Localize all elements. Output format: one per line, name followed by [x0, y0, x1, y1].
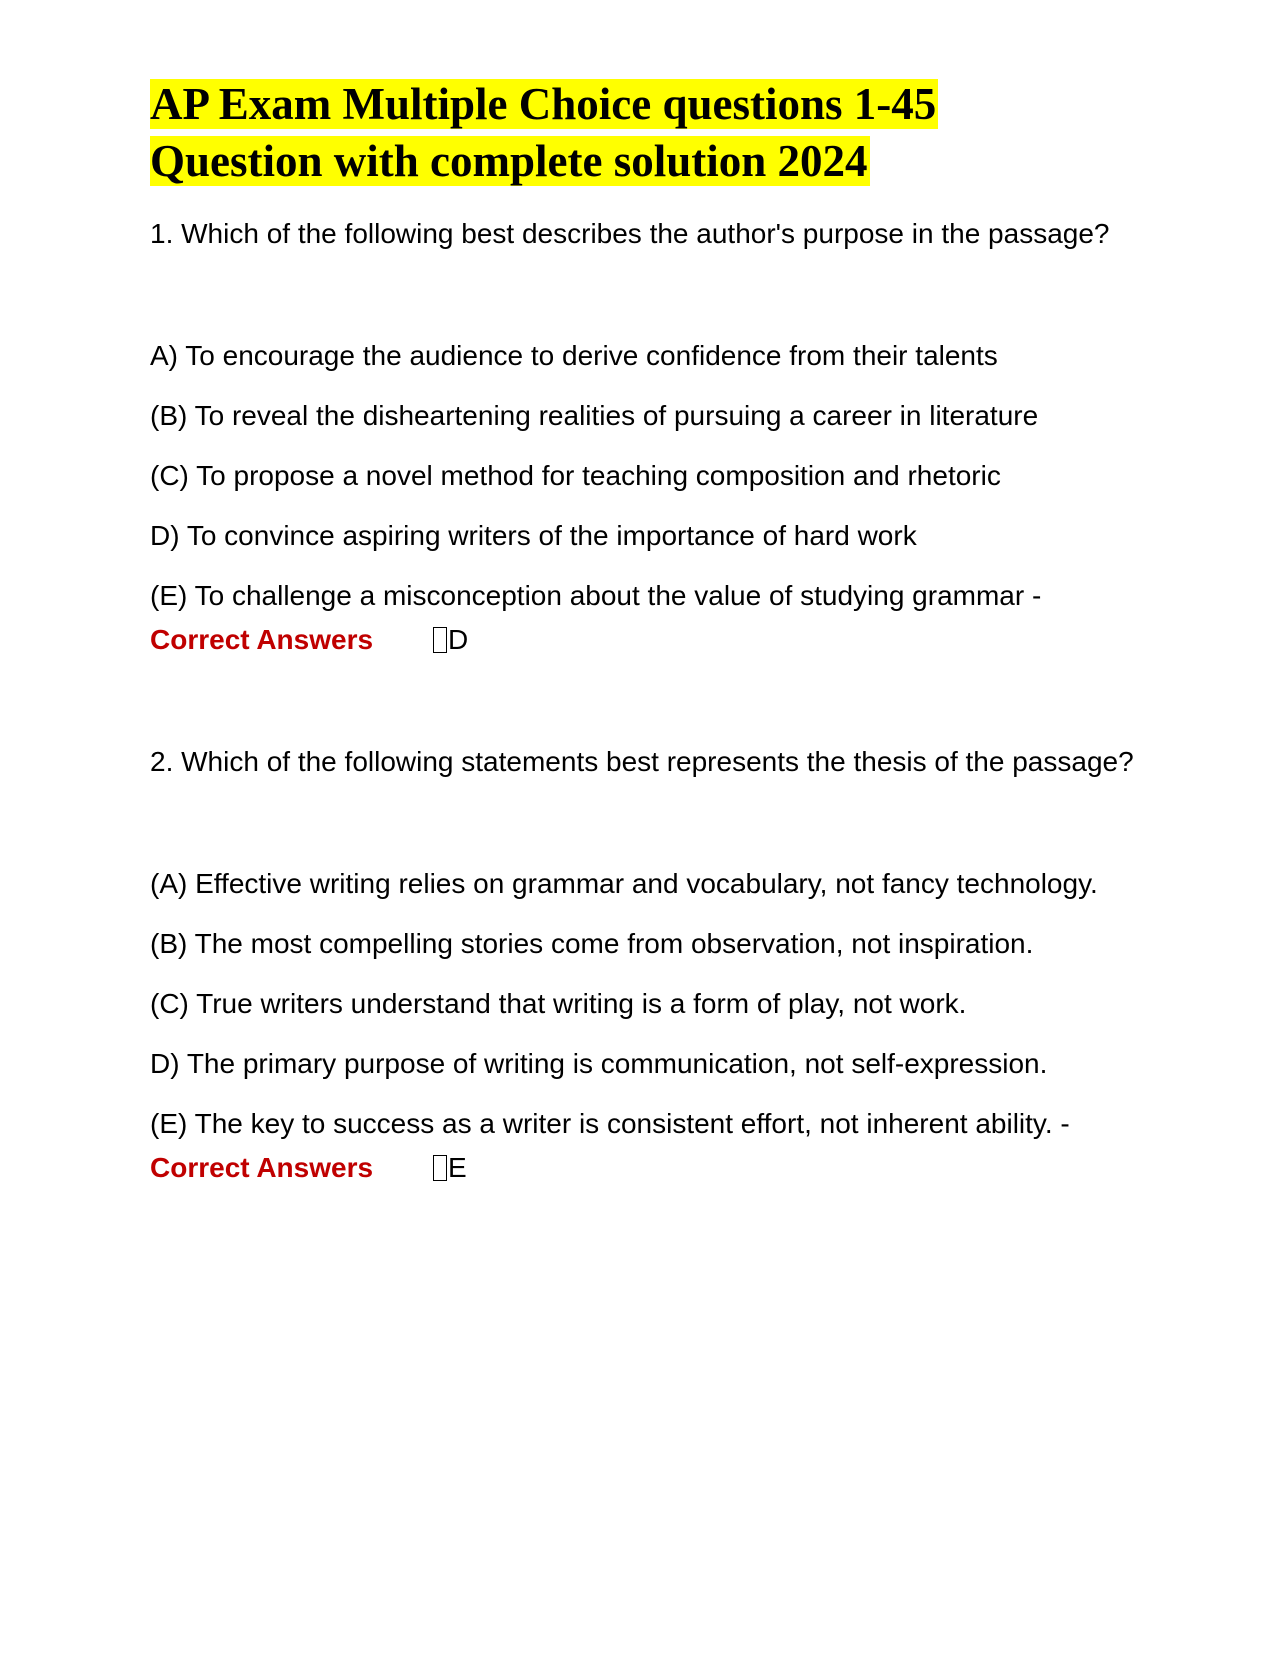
title-line-1: AP Exam Multiple Choice questions 1-45 [150, 79, 937, 129]
document-page [150, 76, 1150, 1190]
question-2-option-c: (C) True writers understand that writing is a form of play, not work. [150, 988, 967, 1019]
question-2-option-b: (B) The most compelling stories come from observation, not inspiration. [150, 928, 1034, 959]
question-1-option-d: D) To convince aspiring writers of the importance of hard work [150, 520, 917, 551]
question-2-option-e-with-answer [150, 1102, 1150, 1190]
missing-glyph-box-icon [433, 627, 447, 653]
question-1-correct-label: Correct Answers [150, 624, 374, 655]
missing-glyph-box-icon [433, 1155, 447, 1181]
question-2-stem: 2. Which of the following statements best represents the thesis of the passage? [150, 746, 1134, 777]
document-title [150, 76, 1150, 190]
question-1 [150, 212, 1150, 662]
question-2 [150, 740, 1150, 1190]
question-1-option-e: (E) To challenge a misconception about the value of studying grammar - [150, 580, 1042, 611]
question-2-option-e: (E) The key to success as a writer is consistent effort, not inherent ability. - [150, 1108, 1070, 1139]
title-line-2: Question with complete solution 2024 [150, 136, 868, 186]
spacer [150, 662, 1150, 740]
spacer [150, 256, 1150, 334]
question-1-option-c: (C) To propose a novel method for teaching composition and rhetoric [150, 460, 1001, 491]
question-1-option-e-with-answer [150, 574, 1150, 662]
question-2-option-a: (A) Effective writing relies on grammar and vocabulary, not fancy technology. [150, 868, 1098, 899]
question-1-option-b: (B) To reveal the disheartening realities of pursuing a career in literature [150, 400, 1039, 431]
question-1-option-a: A) To encourage the audience to derive confidence from their talents [150, 340, 998, 371]
question-1-answer: D [448, 624, 469, 655]
question-2-option-d: D) The primary purpose of writing is communication, not self-expression. [150, 1048, 1048, 1079]
question-2-correct-label: Correct Answers [150, 1152, 374, 1183]
question-1-stem: 1. Which of the following best describes the author's purpose in the passage? [150, 218, 1110, 249]
spacer [150, 784, 1150, 862]
question-2-answer: E [448, 1152, 467, 1183]
